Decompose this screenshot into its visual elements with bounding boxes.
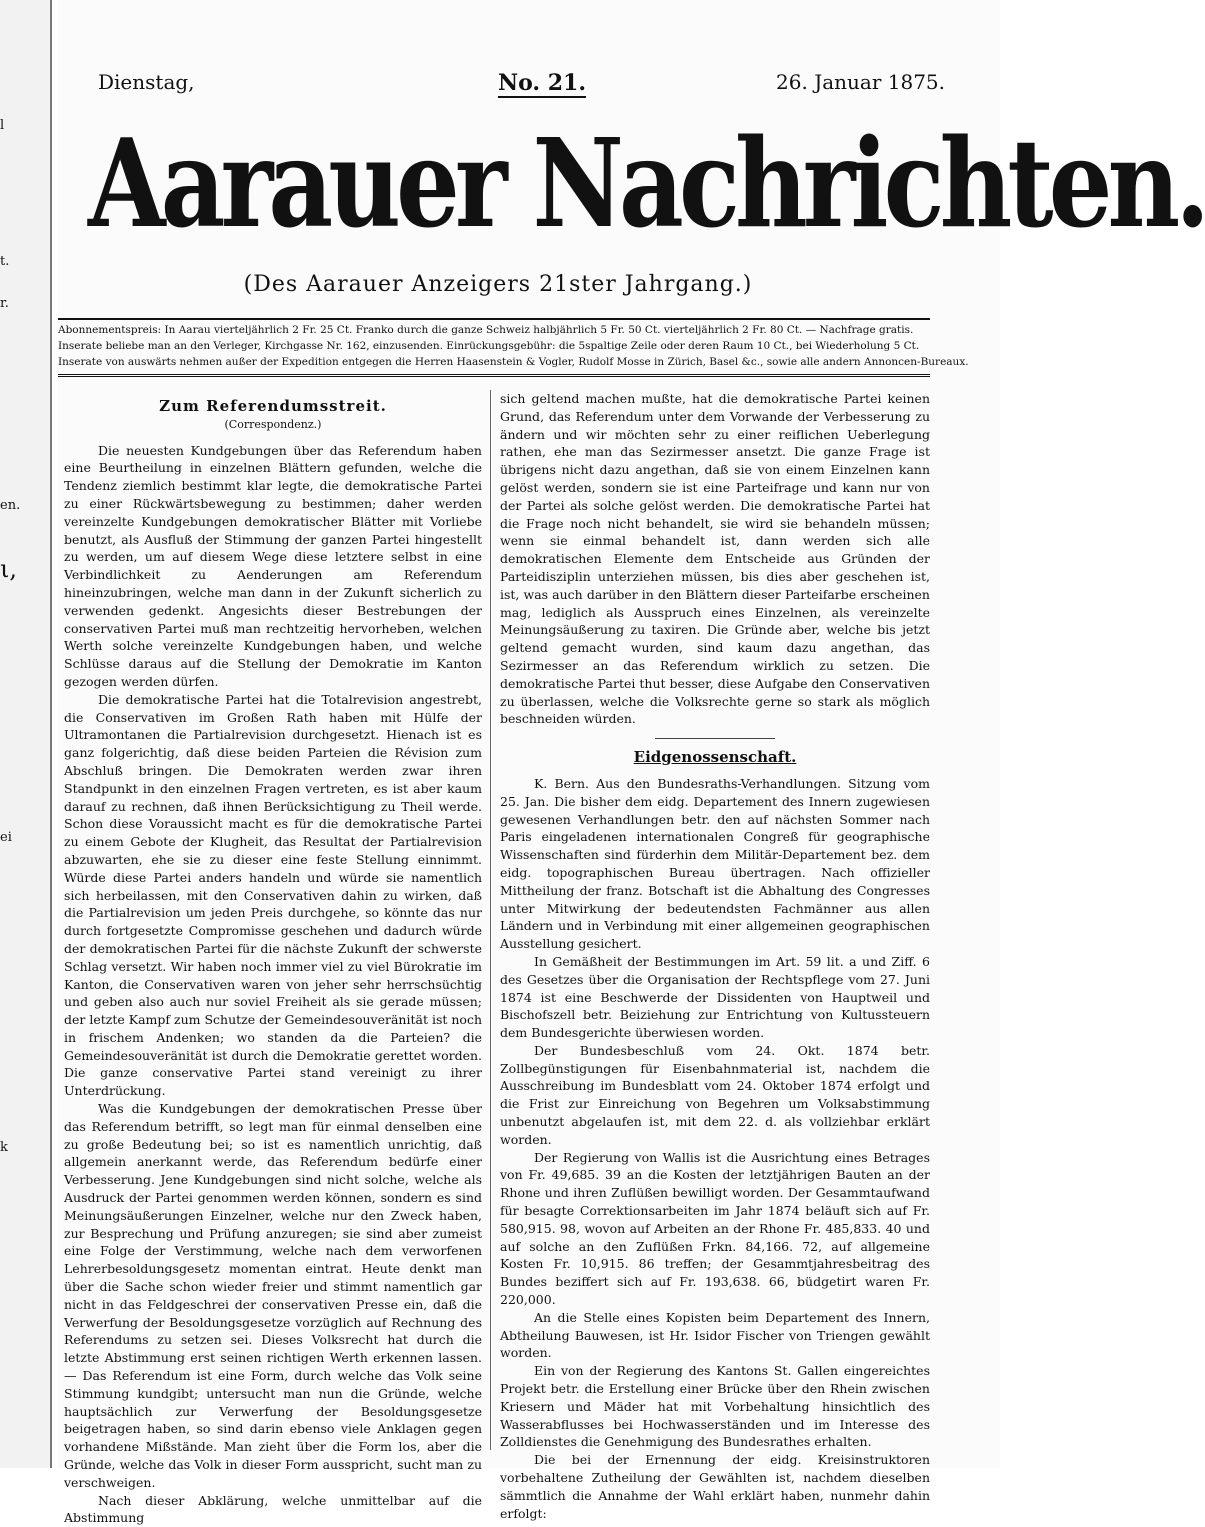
news-paragraph: K. Bern. Aus den Bundesraths-Verhandlungen. Sitzung vom 25. Jan. Die bisher dem eidg. Departement des Innern zugewiesen gewesenen Verhandlungen betr. den auf nächsten Sommer nach Paris eingeladenen internationalen Congreß für geographische Wissenschaften sind fürderhin dem Militär-Departement bez. dem eidg. topographischen Bureau übertragen. Nach offizieller Mittheilung der franz. Botschaft ist die Abhaltung des Congresses unter Mitwirkung der bedeutendsten Fachmänner aus allen Ländern und in Verbindung mit einer allgemeinen geographischen Ausstellung gesichert.: [500, 775, 930, 952]
info-line: Abonnementspreis: In Aarau vierteljährlich 2 Fr. 25 Ct. Franko durch die ganze Schweiz halbjährlich 5 Fr. 50 Ct. vierteljährlich 2 Fr. 80 Ct. — Nachfrage gratis.: [58, 324, 914, 336]
margin-fragment: r.: [0, 296, 9, 311]
section-title: Eidgenossenschaft.: [633, 748, 797, 767]
section-divider: [655, 738, 775, 739]
issue-date: 26. Januar 1875.: [776, 70, 945, 94]
margin-fragment: k: [0, 1140, 8, 1155]
margin-fragment: l: [0, 118, 5, 133]
adjacent-page-strip: [0, 0, 52, 1468]
article-paragraph: Nach dieser Abklärung, welche unmittelbar auf die Abstimmung: [64, 1492, 482, 1526]
news-paragraph: Der Regierung von Wallis ist die Ausrichtung eines Betrages von Fr. 49,685. 39 an die Kosten der letztjährigen Bauten an der Rhone und ihren Zuflüßen bewilligt worden. Der Gesammtaufwand für besagte Correktionsarbeiten im Jahr 1874 beläuft sich auf Fr. 580,915. 98, wovon auf Arbeiten an der Rhone Fr. 485,833. 40 und auf solche an den Zuflüßen Frkn. 84,166. 72, auf allgemeine Kosten Fr. 10,915. 86 treffen; der Gesammtjahresbeitrag des Bundes beziffert sich auf Fr. 193,638. 66, büdgetirt waren Fr. 220,000.: [500, 1149, 930, 1308]
news-paragraph: An die Stelle eines Kopisten beim Departement des Innern, Abtheilung Bauwesen, ist Hr. Isidor Fischer von Triengen gewählt worden.: [500, 1309, 930, 1361]
news-paragraph: Ein von der Regierung des Kantons St. Gallen eingereichtes Projekt betr. die Erstellung einer Brücke über den Rhein zwischen Kriesern und Mäder hat mit Vorbehaltung hinsichtlich des Wasserabflusses bei Hochwasserständen und im Interesse des Zolldienstes die Genehmigung des Bundesrathes erhalten.: [500, 1363, 930, 1450]
header-double-rule: [58, 374, 930, 377]
masthead-title: Aarauer Nachrichten.: [88, 111, 1205, 255]
news-paragraph: Der Bundesbeschluß vom 24. Okt. 1874 betr. Zollbegünstigungen für Eisenbahnmaterial ist, nachdem die Ausschreibung im Bundesblatt vom 24. Oktober 1874 erfolgt und die Frist zur Einreichung von Begehren um Volksabstimmung unbenutzt abgelaufen ist, mit dem 22. d. als vollziehbar erklärt worden.: [500, 1042, 930, 1147]
issue-day: Dienstag,: [98, 70, 195, 94]
header-rule: [58, 318, 930, 320]
masthead-subtitle: (Des Aarauer Anzeigers 21ster Jahrgang.): [243, 272, 753, 297]
dateline: [98, 70, 945, 100]
info-line: Inserate beliebe man an den Verleger, Kirchgasse Nr. 162, einzusenden. Einrückungsgebühr: die 5spaltige Zeile oder deren Raum 10 Ct., bei Wiederholung 5 Ct.: [58, 340, 920, 352]
right-column: [500, 390, 930, 1522]
article-paragraph: Was die Kundgebungen der demokratischen Presse über das Referendum betrifft, so legt man für einmal denselben eine zu große Bedeutung bei; so ist es namentlich unrichtig, daß allgemein anerkannt werde, das Referendum bedürfe einer Verbesserung. Jene Kundgebungen sind nicht solche, welche als Ausdruck der Partei genommen werden können, sondern es sind Meinungsäußerungen Einzelner, welche nur den Zweck haben, zur Besprechung und Prüfung anzuregen; sie sind aber zumeist eine Folge der Verstimmung, welche nach dem verworfenen Lehrerbesoldungsgesetz momentan eintrat. Heute denkt man über die Sache schon wieder freier und stimmt namentlich gar nicht in das Feldgeschrei der conservativen Presse ein, daß die Verwerfung der Besoldungsgesetze vorzüglich auf Rechnung des Referendums zu setzen sei. Dieses Volksrecht hat durch die letzte Abstimmung erst seinen richtigen Werth erkennen lassen. — Das Referendum ist eine Form, durch welche das Volk seine Stimmung kundgibt; untersucht man nun die Gründe, welche hauptsächlich zur Verwerfung der Besoldungsgesetze beigetragen haben, so sind darin ebenso viele Anklagen gegen vorhandene Mißstände. Man zieht über die Form los, aber die Gründe, welche das Volk in dieser Form ausspricht, sucht man zu verschweigen.: [64, 1101, 482, 1490]
margin-fragment: ι,: [0, 555, 18, 583]
margin-fragment: t.: [0, 254, 10, 269]
margin-fragment: en.: [0, 498, 21, 513]
newspaper-page: [58, 0, 1205, 1526]
article-paragraph: Die demokratische Partei hat die Totalrevision angestrebt, die Conservativen im Großen Rath haben mit Hülfe der Ultramontanen die Partialrevision durchgesetzt. Hienach ist es ganz folgerichtig, daß diese beiden Parteien die Révision zum Abschluß bringen. Die Demokraten werden zwar ihren Standpunkt in den einzelnen Fragen vertreten, es ist aber kaum darauf zu rechnen, daß ihnen Berücksichtigung zu Theil werde. Schon diese Voraussicht macht es für die demokratische Partei zu einem Gebote der Klugheit, das Resultat der Partialrevision abzuwarten, ehe sie zu dieser eine feste Stellung einnimmt. Würde diese Partei anders handeln und würde sie namentlich sich herbeilassen, mit den Conservativen dahin zu wirken, daß die Partialrevision um jeden Preis durchgehe, so könnte das nur durch fortgesetzte Compromisse geschehen und dadurch würde der demokratischen Partei für die nächste Zukunft der schwerste Schlag versetzt. Wir haben noch immer viel zu viel Bürokratie im Kanton, die Conservativen waren von jeher sehr herrschsüchtig und geben also auch nur soviel Freiheit als sie gerade müssen; der letzte Kampf zum Schutze der Gemeindesouveränität ist noch in frischem Andenken; wo standen da die Parteien? die Gemeindesouveränität ist durch die Demokratie gerettet worden. Die ganze conservative Partei stand vereinigt zu ihrer Unterdrückung.: [64, 691, 482, 1099]
column-divider: [490, 390, 491, 1450]
news-paragraph: In Gemäßheit der Bestimmungen im Art. 59 lit. a und Ziff. 6 des Gesetzes über die Organisation der Rechtspflege vom 27. Juni 1874 ist eine Beschwerde der Dissidenten von Hauptweil und Bischofszell betr. Beiziehung zur Entrichtung von Kultussteuern dem Bundesgerichte überwiesen worden.: [500, 953, 930, 1041]
article-title: Zum Referendumsstreit.: [159, 397, 387, 415]
left-column: [64, 390, 482, 1527]
margin-fragment: ei: [0, 830, 12, 845]
article-subtitle: (Correspondenz.): [224, 417, 322, 431]
article-continuation: sich geltend machen mußte, hat die demokratische Partei keinen Grund, das Referendum unter dem Vorwande der Verbesserung zu ändern und wir möchten sehr zu einer reiflichen Ueberlegung rathen, ehe man das Sezirmesser ansetzt. Die ganze Frage ist übrigens nicht dazu angethan, daß sie von einem Einzelnen kann gelöst werden, sondern sie ist eine Parteifrage und kann nur von der Partei als solche gelöst werden. Die demokratische Partei hat die Frage noch nicht behandelt, sie wird sie behandeln müssen; wenn sie einmal behandelt ist, dann werden sich alle demokratischen Elemente dem Entscheide aus Gründen der Parteidisziplin unterziehen müssen, bis dies aber geschehen ist, ist, was auch darüber in den Blättern dieser Parteifarbe erscheinen mag, lediglich als Ausspruch eines Einzelnen, als vereinzelte Meinungsäußerung zu taxiren. Die Gründe aber, welche bis jetzt geltend gemacht wurden, sind kaum dazu angethan, das Sezirmesser an das Referendum wirklich zu setzen. Die demokratische Partei thut besser, diese Aufgabe den Conservativen zu überlassen, welche die Volksrechte gerne so stark als möglich beschneiden würden.: [500, 391, 930, 727]
subscription-info: [58, 322, 969, 370]
news-paragraph: Die bei der Ernennung der eidg. Kreisinstruktoren vorbehaltene Zutheilung der Gewählten ist, nachdem dieselben sämmtlich die Annahme der Wahl erklärt haben, nunmehr dahin erfolgt:: [500, 1452, 930, 1521]
issue-number: No. 21.: [498, 70, 586, 96]
article-paragraph: Die neuesten Kundgebungen über das Referendum haben eine Beurtheilung in einzelnen Blättern gefunden, welche die Tendenz ziemlich bestimmt klar legte, die demokratische Partei zu einer Rückwärtsbewegung zu bestimmen; daher werden vereinzelte Kundgebungen demokratischer Blätter mit Vorliebe benutzt, als Ausfluß der Stimmung der ganzen Partei hingestellt zu werden, um auf diesem Wege diese letztere selbst in eine Verbindlichkeit zu Aenderungen am Referendum hineinzubringen, welche man dann in der Zukunft sicherlich zu verwenden gedenkt. Angesichts dieser Bestrebungen der conservativen Partei muß man rechtzeitig hervorheben, welchen Werth solche vereinzelte Kundgebungen haben, und welche Schlüsse daraus auf die Stellung der Demokratie im Kanton gezogen werden dürfen.: [64, 442, 482, 689]
info-line: Inserate von auswärts nehmen außer der Expedition entgegen die Herren Haasenstein & Vogler, Rudolf Mosse in Zürich, Basel &c., sowie alle andern Annoncen-Bureaux.: [58, 356, 969, 368]
